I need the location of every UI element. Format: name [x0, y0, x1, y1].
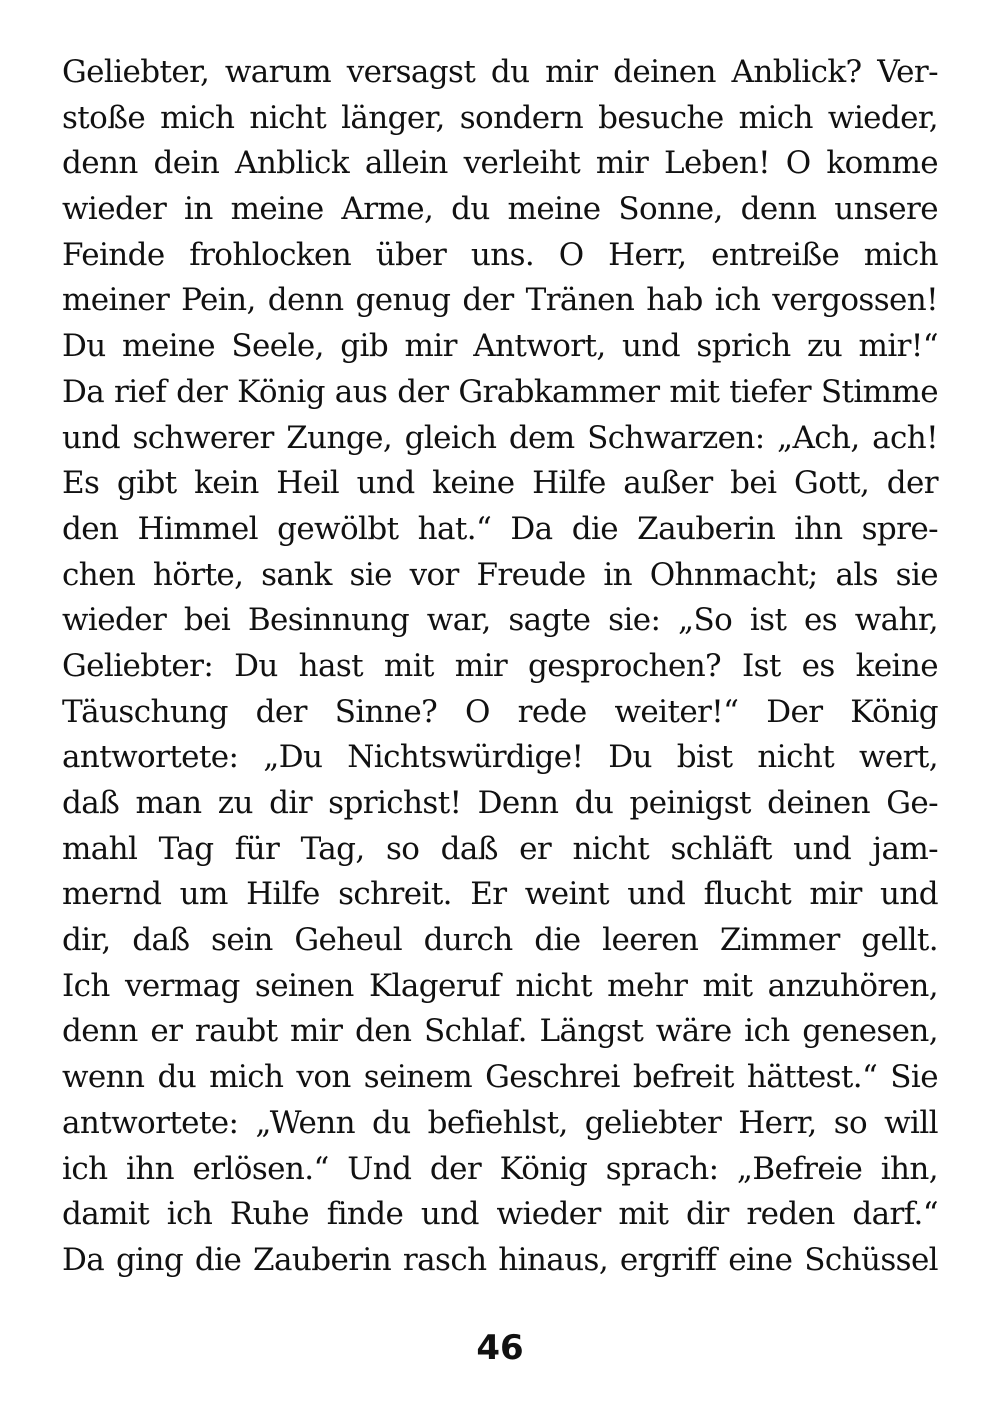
text-line: antwortete: „Du Nichtswürdige! Du bist nicht wert, — [62, 739, 938, 776]
text-line: antwortete: „Wenn du befiehlst, geliebter Herr, so will — [62, 1104, 938, 1141]
text-line: wieder bei Besinnung war, sagte sie: „So ist es wahr, — [62, 602, 938, 639]
text-line: Ich vermag seinen Klageruf nicht mehr mit anzuhören, — [62, 967, 938, 1004]
text-line: damit ich Ruhe finde und wieder mit dir reden darf.“ — [62, 1196, 938, 1233]
text-line: Feinde frohlocken über uns. O Herr, entreiße mich — [62, 236, 938, 273]
text-line: Da rief der König aus der Grabkammer mit tiefer Stimme — [62, 373, 938, 410]
text-line: Geliebter: Du hast mit mir gesprochen? Ist es keine — [62, 647, 938, 684]
text-line: wenn du mich von seinem Geschrei befreit hättest.“ Sie — [62, 1059, 938, 1096]
text-line: denn dein Anblick allein verleiht mir Leben! O komme — [62, 145, 938, 182]
text-line: chen hörte, sank sie vor Freude in Ohnmacht; als sie — [62, 556, 938, 593]
body-text — [62, 50, 938, 1284]
text-line: Geliebter, warum versagst du mir deinen Anblick? Ver- — [62, 54, 938, 90]
text-line: Du meine Seele, gib mir Antwort, und sprich zu mir!“ — [62, 328, 938, 365]
text-line: ich ihn erlösen.“ Und der König sprach: „Befreie ihn, — [62, 1150, 938, 1187]
text-line: Es gibt kein Heil und keine Hilfe außer bei Gott, der — [62, 465, 938, 502]
text-line: und schwerer Zunge, gleich dem Schwarzen: „Ach, ach! — [62, 419, 938, 456]
text-line: dir, daß sein Geheul durch die leeren Zimmer gellt. — [62, 922, 938, 959]
text-line: wieder in meine Arme, du meine Sonne, denn unsere — [62, 191, 938, 228]
text-line: denn er raubt mir den Schlaf. Längst wäre ich genesen, — [62, 1013, 938, 1050]
text-line: mernd um Hilfe schreit. Er weint und flucht mir und — [62, 876, 938, 913]
text-line: Täuschung der Sinne? O rede weiter!“ Der König — [62, 693, 938, 730]
page-number: 46 — [476, 1328, 524, 1368]
text-line: stoße mich nicht länger, sondern besuche mich wieder, — [62, 99, 938, 136]
text-line: Da ging die Zauberin rasch hinaus, ergriff eine Schüssel — [62, 1241, 938, 1278]
text-line: daß man zu dir sprichst! Denn du peinigst deinen Ge- — [62, 785, 938, 821]
text-line: mahl Tag für Tag, so daß er nicht schläft und jam- — [62, 830, 938, 867]
text-line: meiner Pein, denn genug der Tränen hab ich vergossen! — [62, 282, 938, 319]
text-line: den Himmel gewölbt hat.“ Da die Zauberin ihn spre- — [62, 510, 938, 547]
